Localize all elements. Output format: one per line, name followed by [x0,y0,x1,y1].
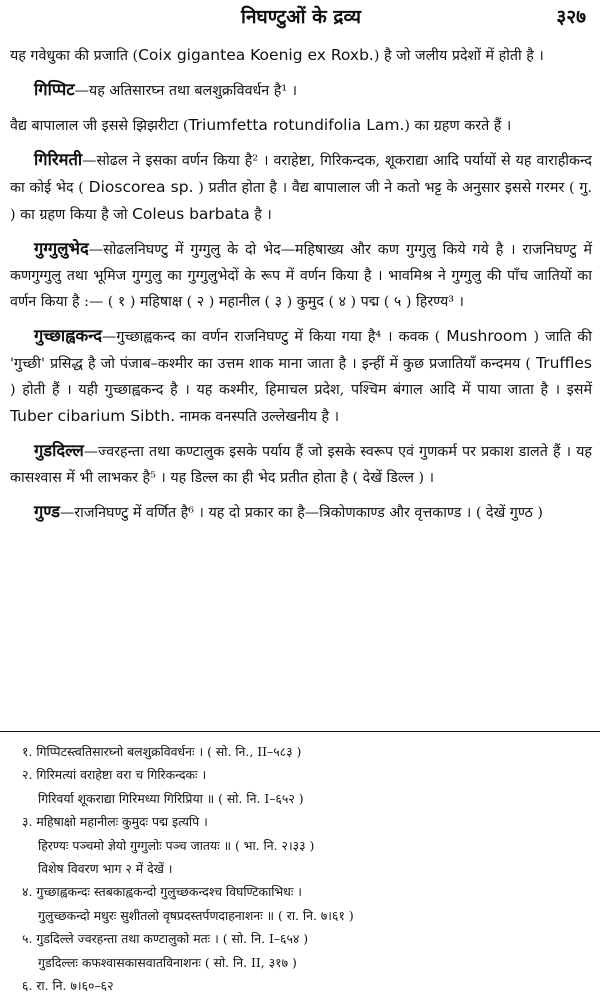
footnote-line: ५. गुडदिल्ले ज्वरहन्ता तथा कण्टालुको मतः । ( सो. नि. I–६५४ ) [22,931,309,947]
footnote-line: ४. गुच्छाह्वकन्दः स्तबकाह्वकन्दो गुलुच्छकन्दश्च विघण्टिकाभिधः । [22,884,302,900]
footnote-line: गुडदिल्लः कफश्वासकासवातविनाशनः ( सो. नि. II, ३१७ ) [38,954,297,970]
entry-term: गुण्ड [34,502,60,521]
latin-name: Coleus barbata [132,205,250,223]
entry-term: गुच्छाह्वकन्द [34,326,103,345]
glossary-entry [10,323,592,430]
footnote-line: १. गिप्पिटस्त्वतिसारघ्नो बलशुक्रविवर्धनः । ( सो. नि., II–५८३ ) [22,744,302,759]
text-run: ) का ग्रहण करते हैं । [404,118,512,134]
running-title: निघण्टुओं के द्रव्य [241,6,361,28]
glossary-entry [10,77,592,104]
text-run: वैद्य बापालाल जी इससे झिझरीटा ( [10,118,189,134]
entry-term: गुग्गुलुभेद [34,239,89,258]
text-run: ) है जो जलीय प्रदेशों में होती है । [373,48,544,64]
text-run: है । [249,207,272,223]
latin-name: Dioscorea sp. [88,178,194,196]
main-text [10,42,592,526]
entry-term: गुडदिल्ल [34,441,84,460]
footnote-line: ३. महिषाक्षो महानीलः कुमुदः पद्म इत्यपि । [22,814,208,830]
glossary-entry [10,147,592,228]
footnote-line: गुलुच्छकन्दो मधुरः सुशीतलो वृषप्रदस्तर्पणदाहनाशनः ॥ ( रा. नि. ७।६१ ) [38,907,354,923]
footnotes [22,740,592,997]
text-run: —सोढलनिघण्टु में गुग्गुलु के दो भेद—महिषाख्य और कण गुग्गुलु किये गये है । राजनिघण्टु में कणगुग्गुलु तथा भूमिज गुग्गुलु का गुग्गुलुभेदों के रूप में वर्णन किया है । भावमिश्र ने गुग्गुलु की पाँच जातियों का वर्णन किया है :— ( १ ) महिषाक्ष ( २ ) महानील ( ३ ) कुमुद ( ४ ) पद्म ( ५ ) हिरण्य³ । [10,242,592,310]
text-run: —गुच्छाह्वकन्द का वर्णन राजनिघण्टु में किया गया है⁴ । कवक ( [102,329,447,345]
text-run: यह गवेधुका की प्रजाति ( [10,48,139,64]
footnote-line: ६. रा. नि. ७।६०–६२ [22,978,114,994]
paragraph [10,42,592,69]
glossary-entry [10,438,592,491]
text-run: नामक वनस्पति उल्लेखनीय है । [175,409,340,425]
page-number: ३२७ [556,6,586,28]
glossary-entry [10,236,592,315]
entry-term: गिप्पिट [34,80,75,99]
footnote-separator [0,731,600,732]
text-run: —यह अतिसारघ्न तथा बलशुक्रविवर्धन है¹ । [74,83,298,99]
text-run: —सोढल ने इसका वर्णन किया है² । वराहेष्टा, गिरिकन्दक, शूकराद्या आदि पर्यायों से यह वाराहीकन्द का कोई भेद ( [10,153,592,196]
latin-name: Mushroom [446,327,528,345]
page-header [10,4,592,30]
latin-name: Coix gigantea Koenig ex Roxb. [138,46,374,64]
latin-name: Tuber cibarium Sibth. [10,407,176,425]
latin-name: Truffles [536,354,592,372]
entry-term: गिरिमती [34,150,83,169]
footnote-line: २. गिरिमत्यां वराहेष्टा वरा च गिरिकन्दकः । [22,767,207,783]
footnote-line: गिरिवर्या शूकराद्या गिरिमध्या गिरिप्रिया ॥ ( सो. नि. I–६५२ ) [38,790,304,806]
text-run: ) होती हैं । यही गुच्छाह्वकन्द है । यह कश्मीर, हिमाचल प्रदेश, पश्चिम बंगाल आदि में पाया जाता है । इसमें [10,382,592,398]
text-run: ) प्रतीत होता है । वैद्य बापालाल जी ने कतो भट्ट के अनुसार इससे गरमर ( गु. ) का ग्रहण किया है जो [10,180,592,223]
text-run: ) जाति की 'गुच्छी' प्रसिद्ध है जो पंजाब–कश्मीर का उत्तम शाक माना जाता है । इन्हीं में कुछ प्रजातियाँ कन्दमय ( [10,329,592,372]
text-run: —ज्वरहन्ता तथा कण्टालुक इसके पर्याय हैं जो इसके स्वरूप एवं गुणकर्म पर प्रकाश डालते हैं । यह कासश्वास में भी लाभकर है⁵ । यह डिल्ल का ही भेद प्रतीत होता है ( देखें डिल्ल ) । [10,444,592,486]
glossary-entry [10,499,592,526]
footnote-line: विशेष विवरण भाग २ में देखें । [38,861,173,877]
latin-name: Triumfetta rotundifolia Lam. [188,116,405,134]
text-run: —राजनिघण्टु में वर्णित है⁶ । यह दो प्रकार का है—त्रिकोणकाण्ड और वृत्तकाण्ड । ( देखें गुण्ठ ) [59,505,543,521]
footnote-line: हिरण्यः पञ्चमो ज्ञेयो गुग्गुलोः पञ्च जातयः ॥ ( भा. नि. २।३३ ) [38,837,315,853]
paragraph [10,112,592,139]
